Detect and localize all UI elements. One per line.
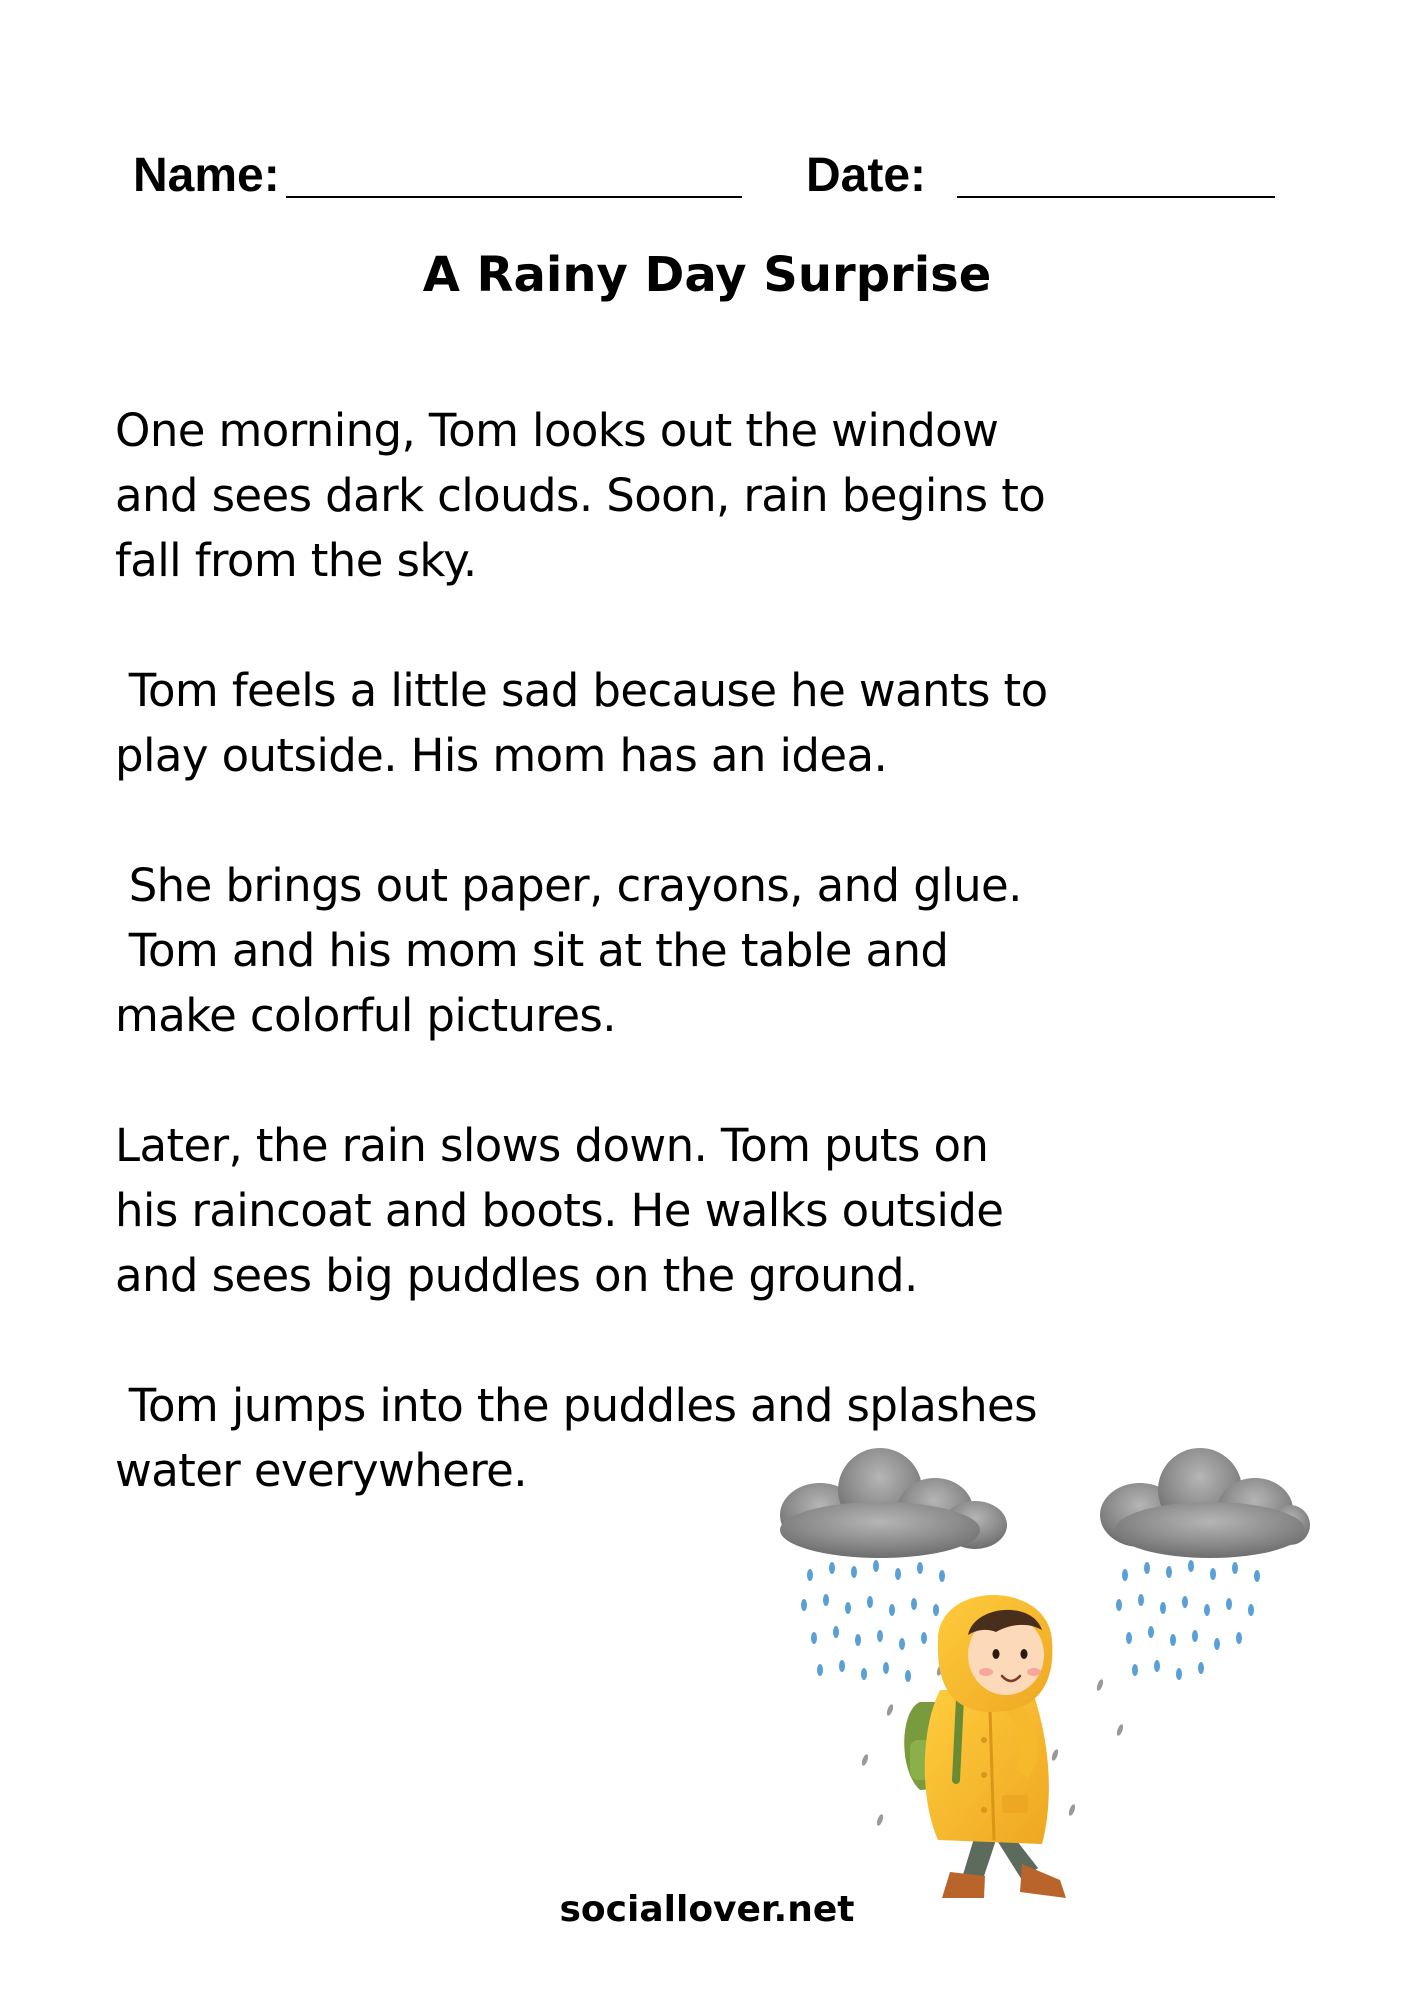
- story-line: Tom jumps into the puddles and splashes: [115, 1379, 1037, 1432]
- story-line: She brings out paper, crayons, and glue.: [115, 859, 1022, 912]
- cloud-icon: [1100, 1448, 1310, 1558]
- story-paragraph-4: [115, 1113, 1115, 1308]
- name-label: Name:: [133, 149, 280, 202]
- raindrops-icon: [1116, 1560, 1260, 1680]
- rainy-day-child-illustration: [770, 1440, 1310, 1910]
- story-line: Tom feels a little sad because he wants to: [115, 664, 1048, 717]
- raindrops-icon: [801, 1560, 945, 1682]
- story-paragraph-3: [115, 853, 1115, 1048]
- story-title: A Rainy Day Surprise: [422, 247, 992, 303]
- cloud-icon: [780, 1448, 1007, 1558]
- story-line: fall from the sky.: [115, 534, 477, 587]
- story-paragraph-1: [115, 398, 1115, 593]
- story-line: One morning, Tom looks out the window: [115, 404, 999, 457]
- rain-illustration-svg: [770, 1440, 1310, 1910]
- worksheet-header: [0, 140, 1414, 210]
- website-footer: sociallover.net: [559, 1889, 855, 1930]
- story-paragraph-2: [115, 658, 1115, 788]
- story-line: Tom and his mom sit at the table and: [115, 924, 949, 977]
- story-line: his raincoat and boots. He walks outside: [115, 1184, 1004, 1237]
- story-line: make colorful pictures.: [115, 989, 616, 1042]
- story-line: water everywhere.: [115, 1444, 527, 1497]
- story-line: and sees big puddles on the ground.: [115, 1249, 918, 1302]
- date-label: Date:: [806, 149, 927, 202]
- story-line: Later, the rain slows down. Tom puts on: [115, 1119, 989, 1172]
- story-body: [115, 398, 1115, 1568]
- date-blank-line[interactable]: [957, 196, 1275, 198]
- child-in-raincoat-icon: [904, 1595, 1066, 1898]
- story-line: play outside. His mom has an idea.: [115, 729, 888, 782]
- name-blank-line[interactable]: [286, 196, 742, 198]
- story-line: and sees dark clouds. Soon, rain begins to: [115, 469, 1046, 522]
